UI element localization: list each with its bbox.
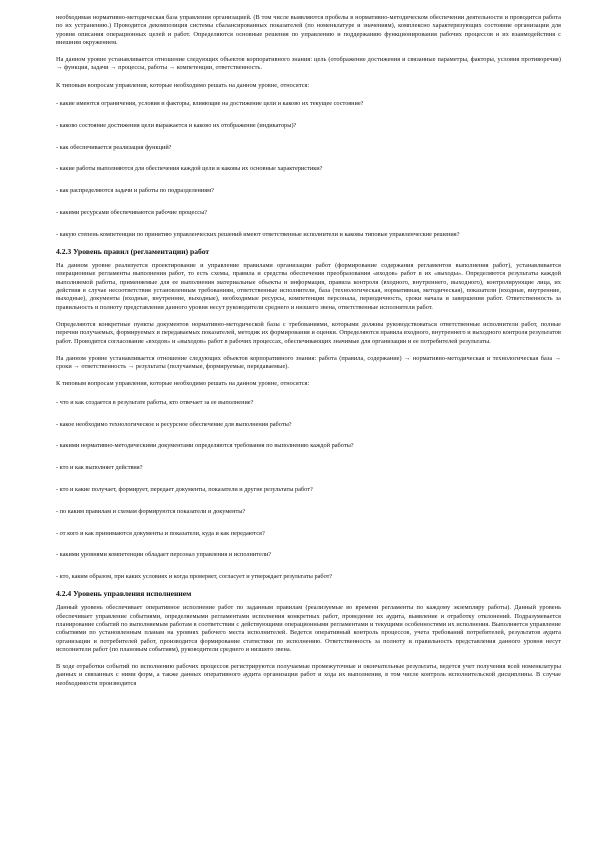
question-item: - что и как создается в результате работы, кто отвечает за ее выполнение? <box>56 398 254 406</box>
section-paragraph: Определяются конкретные пункты документов нормативно-методической базы с требованиями, которыми должны руководствоваться ответственные исполнители работ, полные перечни получаемых, формируемых и передаваемых показателей, методик их формирования и оценки. Определяются правила входного, внутреннего и выходного контроля результатов работ. Проводится согласование «входов» и «выходов» работ в рабочих процессах, обеспечивающих значимые для организации и ее потребителей результаты. <box>56 320 561 345</box>
question-item: - как обеспечивается реализация функций? <box>56 143 172 151</box>
knowledge-chain-paragraph: На данном уровне устанавливается отношение следующих объектов корпоративного знания: работа (правила, содержание) → нормативно-методическая и технологическая база → сроки → ответственность → результаты (получаемые, формируемые, передаваемые). <box>56 354 561 371</box>
question-item: - какое необходимо технологическое и ресурсное обеспечение для выполнения работы? <box>56 420 292 428</box>
question-item: - какими нормативно-методическими документами определяются требования по выполнению каждой работы? <box>56 442 354 450</box>
question-item: - какие имеются ограничения, условия и факторы, влияющие на достижение цели и каково их текущее состояние? <box>56 100 364 108</box>
questions-intro: К типовым вопросам управления, которые необходимо решать на данном уровне, относятся: <box>56 81 310 89</box>
intro-paragraph: необходимая нормативно-методическая база управления организацией. (В том числе выявляются пробелы в нормативно-методическом обеспечении деятельности и проводится работа по их устранению.) Проводится декомпозиция системы сбалансированных показателей (по номенклатуре и значениям), комплексно характеризующих состояние организации для уровня описания операционных целей и работ. Определяются основные решения по управлению и поддержанию функционирования рабочих процессов и их взаимодействия с внешним окружением. <box>56 14 561 46</box>
question-item: - кто и какие получает, формирует, передает документы, показатели и другие результаты работ? <box>56 485 313 493</box>
question-item: - какие работы выполняются для обеспечения каждой цели и каковы их основные характеристики? <box>56 165 323 173</box>
questions-intro: К типовым вопросам управления, которые необходимо решать на данном уровне, относятся: <box>56 380 310 388</box>
question-item: - кто, каким образом, при каких условиях и когда проверяет, согласует и утверждает результаты работ? <box>56 573 333 581</box>
question-item: - какую степень компетенции по принятию управленческих решений имеют ответственные исполнители и каковы типовые управленческие решения? <box>56 230 460 238</box>
section-paragraph: На данном уровне реализуется проектирование и управление правилами организации работ (формирование содержания регламентов выполнения работ), устанавливается операционные регламенты выполнения работ, то есть схемы, правила и средства обеспечения преобразования «входов» работ в их «выходы». Определяются результаты каждой выполняемой работы, применяемые для ее выполнения материальные объекты и информация, правила контроля (входного, внутреннего, выходного), контролирующие лица, их действия в случае несоответствия установленным требованиям, ответственные исполнители, база (технологическая, нормативная, методическая), показатели (входные, внутренние, выходные), документы (входные, внутренние, выходные), необходимые ресурсы, компетенции персонала, периодичность, сроки начала и завершения работ. Ответственность за правильность и полноту представления данного уровня несут руководители среднего и низшего звена, ответственные исполнители работ. <box>56 262 561 311</box>
page-content <box>56 14 561 697</box>
section-heading-4-2-3: 4.2.3 Уровень правил (регламентации) работ <box>56 247 210 257</box>
knowledge-chain-paragraph: На данном уровне устанавливается отношение следующих объектов корпоративного знания: цель (отображение достижения и связанные параметры, факторы, условия противоречия) → функция, задачи → процессы, работы → компетенции, ответственность. <box>56 56 561 72</box>
question-item: - от кого и как принимаются документы и показатели, куда и как передаются? <box>56 529 265 537</box>
section-heading-4-2-4: 4.2.4 Уровень управления исполнением <box>56 589 192 599</box>
section-paragraph: Данный уровень обеспечивает оперативное исполнение работ по заданным правилам (реализуемые во времени регламенты по каждому экземпляру работы). Данный уровень обеспечивает управление событиями, определяемыми регламентами исполнения конкретных работ, проведение их аудита, выявление и отработку отклонений. Подразумевается планирование событий по выполняемым работам в соответствии с действующими операционными регламентами и текущими особенностями их исполнения. Выполняется управление событиями по установленным планам на уровнях рабочего места исполнителей. Ведется оперативный контроль процессов, учета требований потребителей, результатов аудита организации и потребителей работ, производится формирование статистики по исполнению. Ответственность за полноту и правильность представления данного уровня несут исполнители работ (по плановым событиям), руководители среднего и низшего звена. <box>56 604 561 653</box>
question-item: - по каким правилам и схемам формируются показатели и документы? <box>56 507 246 515</box>
question-item: - какими ресурсами обеспечиваются рабочие процессы? <box>56 209 208 217</box>
section-paragraph: В ходе отработки событий по исполнению рабочих процессов регистрируются получаемые промежуточные и окончательные результаты, ведется учет получения всей номенклатуры данных и связанных с ними форм, а также данных оперативного аудита организации работ и хода их выполнения, в том числе контроль исполнительской дисциплины. В случае необходимости производится <box>56 663 561 687</box>
question-item: - как распределяются задачи и работы по подразделениям? <box>56 187 214 195</box>
question-item: - какими уровнями компетенции обладает персонал управления и исполнители? <box>56 551 272 559</box>
question-item: - кто и как выполняет действия? <box>56 464 143 472</box>
question-item: - каково состояние достижения цели выражается и каково их отображение (индикаторы)? <box>56 121 297 129</box>
